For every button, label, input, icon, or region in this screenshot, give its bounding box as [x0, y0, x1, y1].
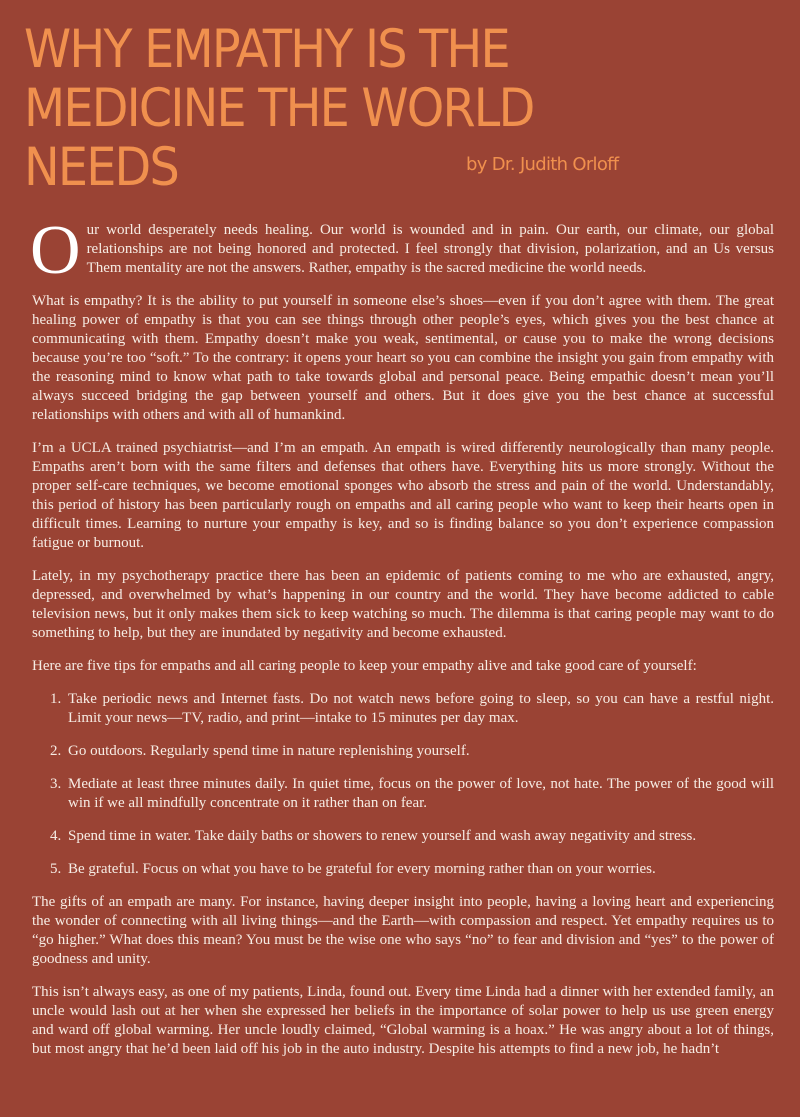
drop-cap: O	[30, 212, 81, 289]
body-paragraph: Here are five tips for empaths and all caring people to keep your empathy alive and take good care of yourself:	[32, 658, 697, 674]
article-body	[30, 212, 774, 1073]
tip-number: 4.	[50, 828, 62, 844]
list-item	[50, 775, 774, 813]
article-title	[24, 20, 534, 197]
tip-text: Be grateful. Focus on what you have to be grateful for every morning rather than on your worries.	[68, 861, 656, 877]
body-paragraph: Lately, in my psychotherapy practice there has been an epidemic of patients coming to me who are exhausted, angry, depressed, and overwhelmed by what’s happening in our country and the world. They have become addicted to cable television news, but it only makes them sick to keep watching so much. The dilemma is that caring people may want to do something to help, but they are inundated by negativity and become exhausted.	[32, 568, 774, 641]
tip-text: Go outdoors. Regularly spend time in nature replenishing yourself.	[68, 743, 470, 759]
tip-number: 2.	[50, 743, 62, 759]
tip-number: 3.	[50, 776, 62, 792]
title-line: NEEDS	[24, 137, 178, 198]
list-item	[50, 742, 774, 761]
title-line: WHY EMPATHY IS THE	[24, 19, 509, 80]
list-item	[50, 827, 774, 846]
tip-text: Spend time in water. Take daily baths or showers to renew yourself and wash away negativity and stress.	[68, 828, 697, 844]
body-paragraph: What is empathy? It is the ability to put yourself in someone else’s shoes—even if you don’t agree with them. The great healing power of empathy is that you can see things through other people’s eyes, which gives you the best chance at communicating with them. Empathy doesn’t make you weak, sentimental, or cause you to make the wrong decisions because you’re too “soft.” To the contrary: it opens your heart so you can combine the insight you gain from empathy with the reasoning mind to know what path to take towards global and personal peace. Being empathic doesn’t mean you’ll always succeed bridging the gap between yourself and others. But it does give you the best chance at successful relationships with others and with all of humankind.	[32, 293, 774, 423]
body-paragraph: The gifts of an empath are many. For instance, having deeper insight into people, having a loving heart and experiencing the wonder of connecting with all living things—and the Earth—with compassion and respect. Yet empathy requires us to “go higher.” What does this mean? You must be the wise one who says “no” to fear and division and “yes” to the power of goodness and unity.	[32, 894, 774, 967]
title-line: MEDICINE THE WORLD	[24, 78, 534, 139]
tip-text: Take periodic news and Internet fasts. Do not watch news before going to sleep, so you can have a restful night. Limit your news—TV, radio, and print—intake to 15 minutes per day max.	[68, 691, 774, 726]
tips-list	[32, 690, 774, 879]
body-paragraph: This isn’t always easy, as one of my patients, Linda, found out. Every time Linda had a dinner with her extended family, an uncle would lash out at her when she expressed her beliefs in the importance of solar power to help us use green energy and ward off global warming. Her uncle loudly claimed, “Global warming is a hoax.” He was angry about a lot of things, but most angry that he’d been laid off his job in the auto industry. Despite his attempts to find a new job, he hadn’t	[32, 984, 774, 1057]
list-item	[50, 690, 774, 728]
lead-paragraph	[30, 212, 774, 289]
body-paragraph: I’m a UCLA trained psychiatrist—and I’m an empath. An empath is wired differently neurologically than many people. Empaths aren’t born with the same filters and defenses that others have. Everything hits us more strongly. Without the proper self-care techniques, we become emotional sponges who absorb the stress and pain of the world. Understandably, this period of history has been particularly rough on empaths and all caring people who want to keep their hearts open in difficult times. Learning to nurture your empathy is key, and so is finding balance so you don’t experience compassion fatigue or burnout.	[32, 440, 774, 551]
author-byline: by Dr. Judith Orloff	[466, 154, 619, 175]
tip-text: Mediate at least three minutes daily. In quiet time, focus on the power of love, not hate. The power of the good will win if we all mindfully concentrate on it rather than on fear.	[68, 776, 774, 811]
list-item	[50, 860, 774, 879]
tip-number: 5.	[50, 861, 62, 877]
tip-number: 1.	[50, 691, 62, 707]
lead-text: ur world desperately needs healing. Our world is wounded and in pain. Our earth, our climate, our global relationships are not being honored and protected. I feel strongly that division, polarization, and an Us versus Them mentality are not the answers. Rather, empathy is the sacred medicine the world needs.	[86, 222, 774, 276]
